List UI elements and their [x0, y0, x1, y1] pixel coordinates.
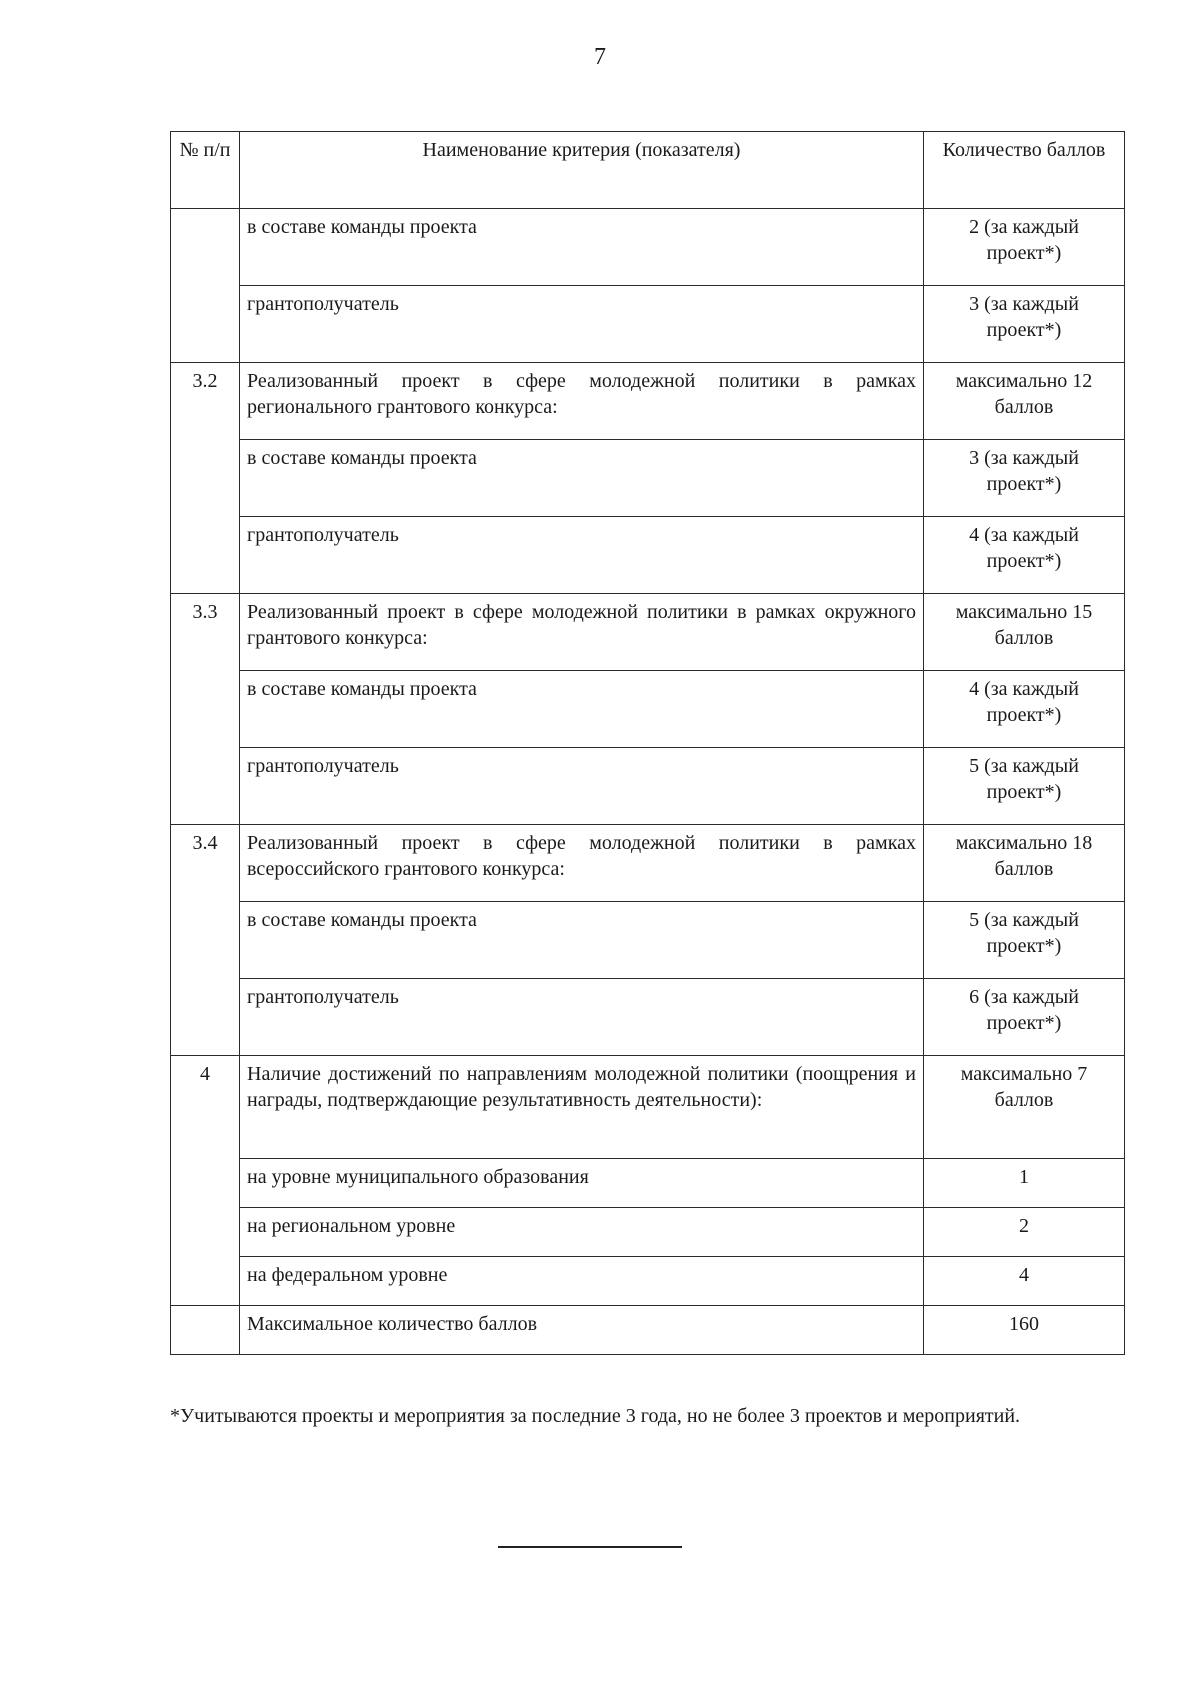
- table-row: [171, 671, 1125, 748]
- row-num: 3.4: [171, 825, 240, 1056]
- header-criterion: Наименование критерия (показателя): [240, 132, 924, 209]
- row-num: 4: [171, 1056, 240, 1306]
- row-points: 2 (за каждый проект*): [924, 209, 1125, 286]
- row-criterion: в составе команды проекта: [240, 671, 924, 748]
- row-criterion: грантополучатель: [240, 979, 924, 1056]
- table-row: [171, 594, 1125, 671]
- table-row: [171, 440, 1125, 517]
- table-row: [171, 1208, 1125, 1257]
- row-points: максимально 12 баллов: [924, 363, 1125, 440]
- row-num: [171, 1306, 240, 1355]
- row-num: 3.3: [171, 594, 240, 825]
- row-criterion: на уровне муниципального образования: [240, 1159, 924, 1208]
- row-points: 4 (за каждый проект*): [924, 517, 1125, 594]
- footnote: *Учитываются проекты и мероприятия за последние 3 года, но не более 3 проектов и мероприятий.: [170, 1405, 1021, 1427]
- row-points: 1: [924, 1159, 1125, 1208]
- table-row: [171, 209, 1125, 286]
- table-row: [171, 748, 1125, 825]
- row-points: 4: [924, 1257, 1125, 1306]
- header-points: Количество баллов: [924, 132, 1125, 209]
- table-row: [171, 363, 1125, 440]
- row-criterion: на федеральном уровне: [240, 1257, 924, 1306]
- row-criterion: Реализованный проект в сфере молодежной политики в рамках всероссийского грантового конкурса:: [240, 825, 924, 902]
- row-criterion: в составе команды проекта: [240, 440, 924, 517]
- row-criterion: грантополучатель: [240, 748, 924, 825]
- header-num: № п/п: [171, 132, 240, 209]
- row-points: 5 (за каждый проект*): [924, 748, 1125, 825]
- row-points: 3 (за каждый проект*): [924, 286, 1125, 363]
- row-criterion: грантополучатель: [240, 286, 924, 363]
- row-criterion: Максимальное количество баллов: [240, 1306, 924, 1355]
- row-points: максимально 15 баллов: [924, 594, 1125, 671]
- row-num: 3.2: [171, 363, 240, 594]
- row-criterion: в составе команды проекта: [240, 209, 924, 286]
- row-criterion: Наличие достижений по направлениям молодежной политики (поощрения и награды, подтверждающие результативность деятельности):: [240, 1056, 924, 1159]
- table-row: [171, 517, 1125, 594]
- criteria-table: [170, 131, 1125, 1355]
- page-number: 7: [594, 44, 606, 70]
- row-num: [171, 209, 240, 363]
- table-row: [171, 825, 1125, 902]
- row-criterion: грантополучатель: [240, 517, 924, 594]
- row-criterion: в составе команды проекта: [240, 902, 924, 979]
- table-row: [171, 902, 1125, 979]
- table-row: [171, 1257, 1125, 1306]
- table-header-row: [171, 132, 1125, 209]
- row-points: 6 (за каждый проект*): [924, 979, 1125, 1056]
- row-points: 3 (за каждый проект*): [924, 440, 1125, 517]
- row-points: максимально 7 баллов: [924, 1056, 1125, 1159]
- row-criterion: на региональном уровне: [240, 1208, 924, 1257]
- table-row: [171, 979, 1125, 1056]
- table-row: [171, 286, 1125, 363]
- row-points: 5 (за каждый проект*): [924, 902, 1125, 979]
- table-row: [171, 1056, 1125, 1159]
- row-points: 2: [924, 1208, 1125, 1257]
- row-points: 160: [924, 1306, 1125, 1355]
- row-points: 4 (за каждый проект*): [924, 671, 1125, 748]
- row-criterion: Реализованный проект в сфере молодежной политики в рамках регионального грантового конкурса:: [240, 363, 924, 440]
- row-criterion: Реализованный проект в сфере молодежной политики в рамках окружного грантового конкурса:: [240, 594, 924, 671]
- row-points: максимально 18 баллов: [924, 825, 1125, 902]
- end-divider: [498, 1546, 682, 1548]
- table-row: [171, 1159, 1125, 1208]
- table-row-total: [171, 1306, 1125, 1355]
